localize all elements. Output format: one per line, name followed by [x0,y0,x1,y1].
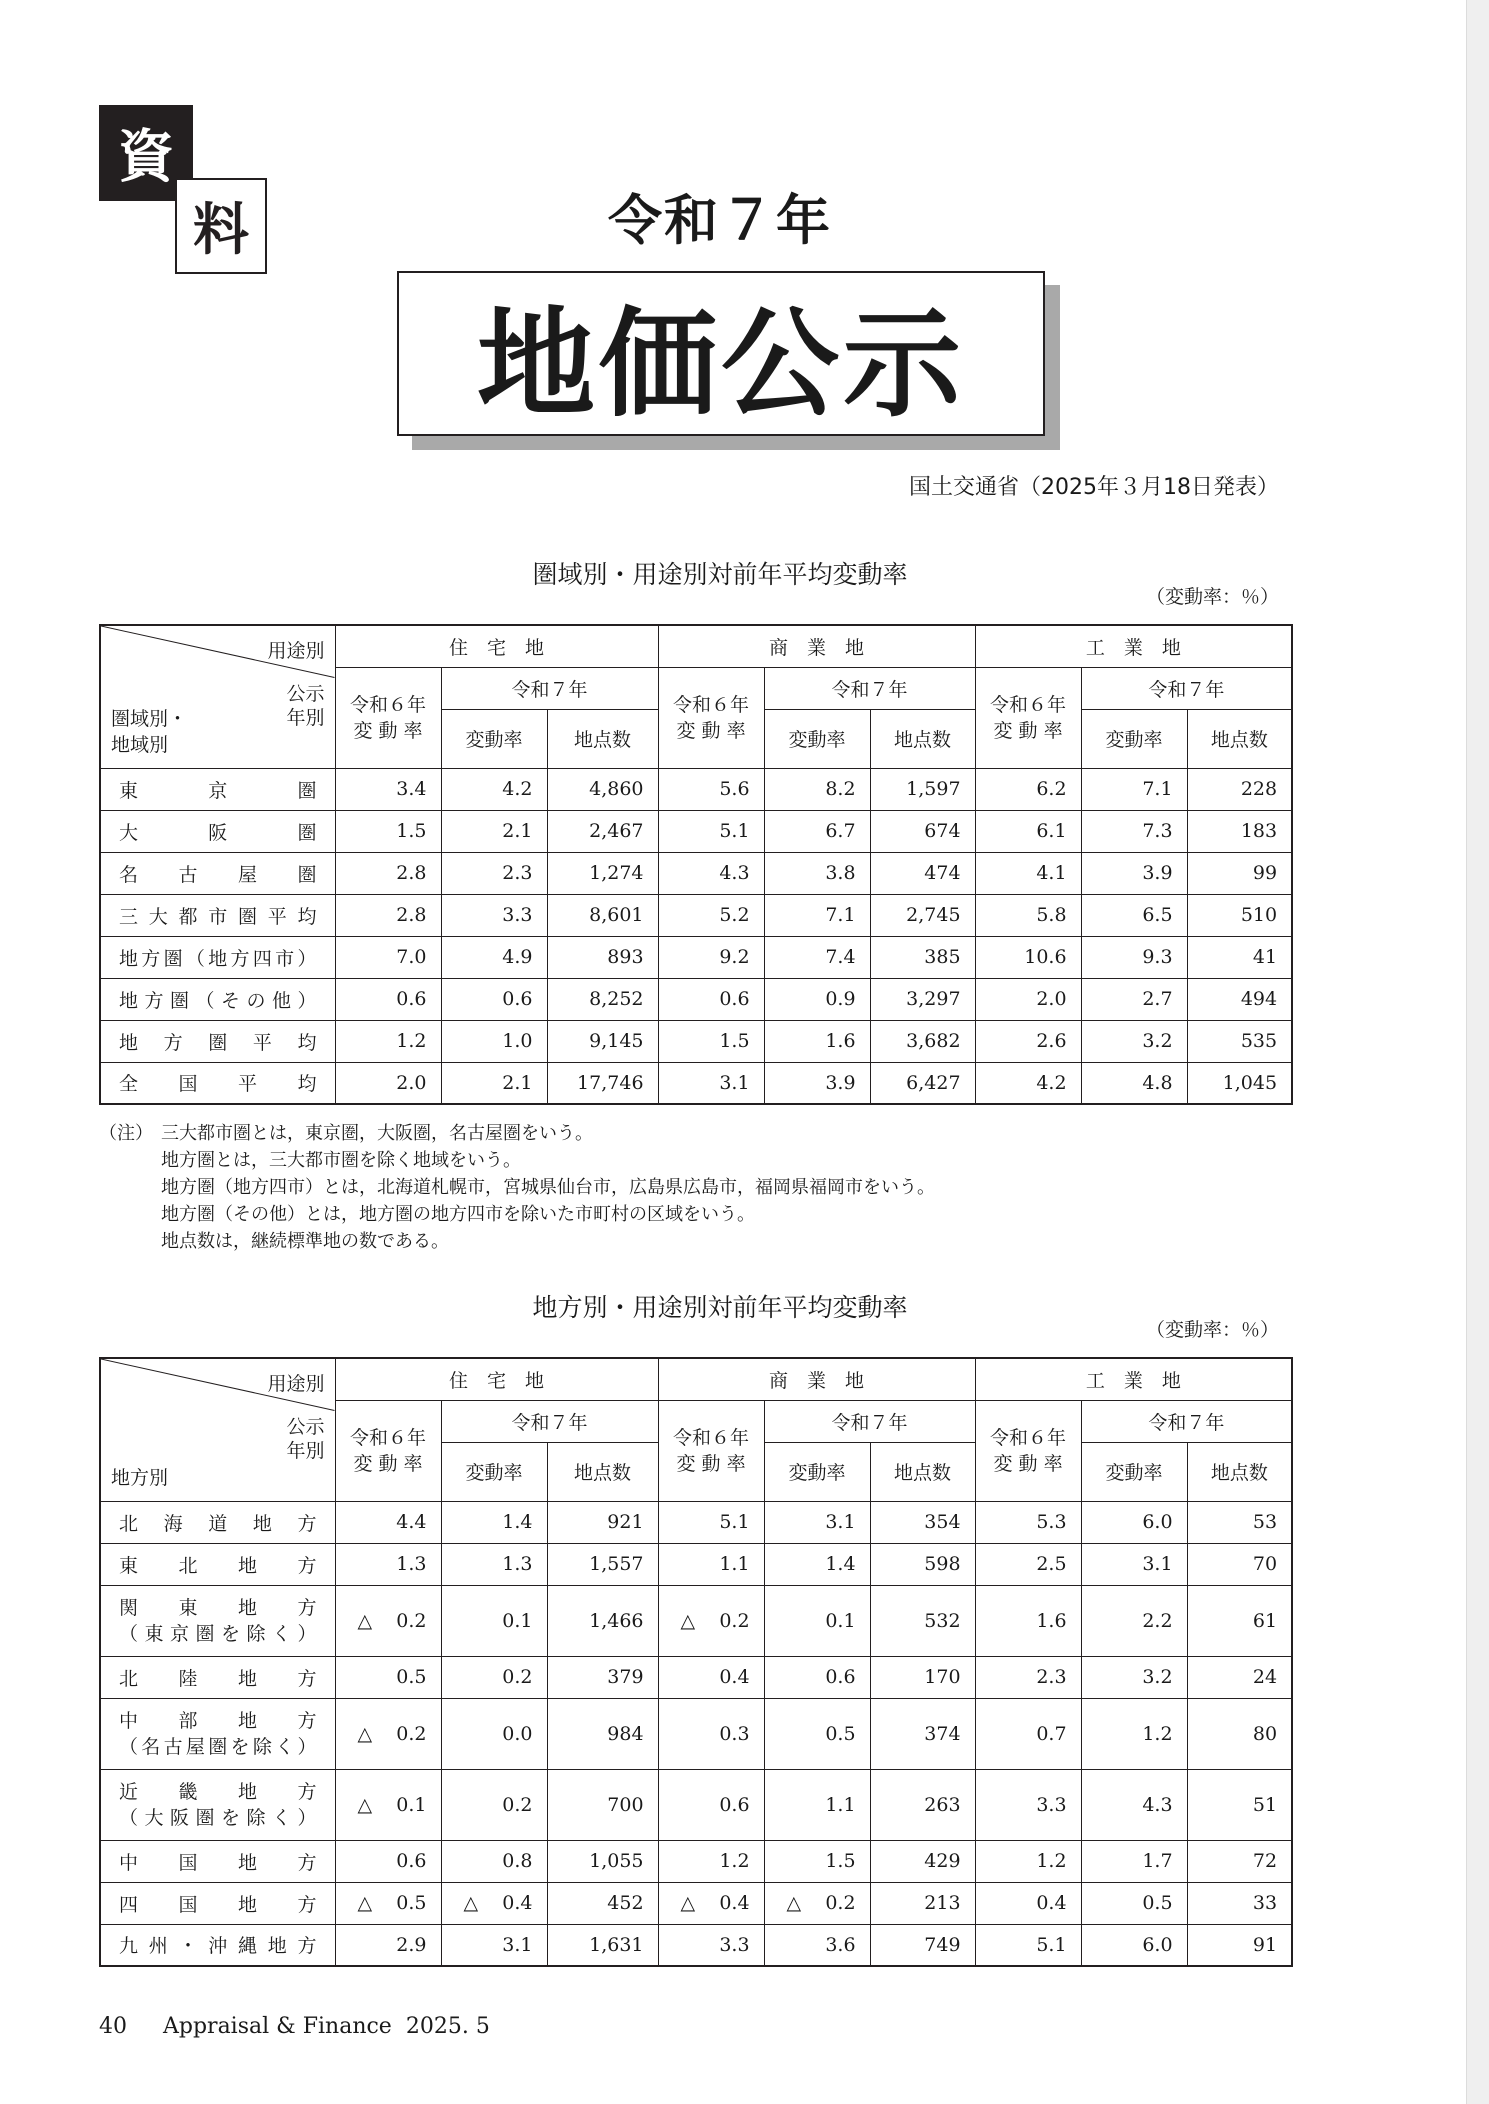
row-label: 九州・沖縄地方 [100,1924,335,1966]
table-cell: 0.4 [658,1656,764,1698]
table-cell: 99 [1187,852,1292,894]
cur-year-header: 令和７年 [764,1400,975,1442]
table-cell: 598 [870,1543,975,1585]
table-cell: 2.5 [975,1543,1081,1585]
table1-corner-header: 用途別 公示 年別 圏域別・ 地域別 [100,625,335,768]
table-cell: 1.3 [335,1543,441,1585]
table-cell: 6.0 [1081,1924,1187,1966]
table-cell: 1,055 [547,1840,658,1882]
article-title: 地価公示 [397,271,1045,436]
magazine-name: Appraisal & Finance [163,2014,392,2039]
table-cell: 1.7 [1081,1840,1187,1882]
table-row [100,1501,1292,1543]
negative-mark: △ [357,1722,373,1745]
table-cell: 379 [547,1656,658,1698]
table-cell: 0.6 [764,1656,870,1698]
table-cell: 5.3 [975,1501,1081,1543]
table2-unit: （変動率：％） [1145,1319,1279,1341]
table-cell: 2.6 [975,1020,1081,1062]
table-row [100,1698,1292,1769]
table-cell: 33 [1187,1882,1292,1924]
table-cell: 0.6 [441,978,547,1020]
table-cell: 53 [1187,1501,1292,1543]
table-cell: 1,274 [547,852,658,894]
table-cell: 3.1 [1081,1543,1187,1585]
table-cell: 2.0 [335,1062,441,1104]
table-cell: 2.8 [335,852,441,894]
table-cell: 5.2 [658,894,764,936]
table-row [100,1020,1292,1062]
table-row [100,768,1292,810]
table-cell: 5.1 [975,1924,1081,1966]
table-cell: 0.9 [764,978,870,1020]
group-header-industrial: 工 業 地 [975,1358,1292,1400]
badge-shiryo-2: 料 [175,178,267,274]
cur-year-header: 令和７年 [441,667,658,709]
sub-header-rate: 変動率 [1081,1442,1187,1501]
table-cell: 3.1 [764,1501,870,1543]
table-cell: △ 0.2 [335,1585,441,1656]
note-line: 地方圏とは，三大都市圏を除く地域をいう。 [161,1150,521,1171]
table-row [100,1585,1292,1656]
table1-notes: （注） 三大都市圏とは，東京圏，大阪圏，名古屋圏をいう。 地方圏とは，三大都市圏を除く地域をいう。 地方圏（地方四市）とは，北海道札幌市，宮城県仙台市，広島県広島市，福岡県福岡市をいう。 地方圏（その他）とは，地方圏の地方四市を除いた市町村の区域をいう。 地点数は，継続標準地の数である。 [99,1120,935,1255]
table-cell: 1.6 [764,1020,870,1062]
row-label: 三大都市圏平均 [100,894,335,936]
table-cell: 494 [1187,978,1292,1020]
table-row [100,810,1292,852]
row-label: 地方圏（地方四市） [100,936,335,978]
table2-corner-header: 用途別 公示 年別 地方別 [100,1358,335,1501]
group-header-residential: 住 宅 地 [335,1358,658,1400]
group-header-commercial: 商 業 地 [658,1358,975,1400]
table-cell: 7.1 [764,894,870,936]
table-cell: 0.1 [764,1585,870,1656]
table-cell: 3.2 [1081,1020,1187,1062]
row-label: 近畿地方 （大阪圏を除く） [100,1769,335,1840]
table-cell: 1,045 [1187,1062,1292,1104]
table-cell: △ 0.2 [658,1585,764,1656]
table-cell: 1.2 [335,1020,441,1062]
table-row [100,1924,1292,1966]
sub-header-count: 地点数 [870,1442,975,1501]
table-row [100,894,1292,936]
table-cell: 7.4 [764,936,870,978]
table-cell: 3.6 [764,1924,870,1966]
table-cell: 4.8 [1081,1062,1187,1104]
table-cell: △ 0.2 [764,1882,870,1924]
table-cell: 6.0 [1081,1501,1187,1543]
issue-date: 2025. 5 [405,2014,490,2039]
table-cell: 5.1 [658,1501,764,1543]
note-line: 三大都市圏とは，東京圏，大阪圏，名古屋圏をいう。 [161,1123,593,1144]
table-cell: 3.9 [1081,852,1187,894]
table-cell: 535 [1187,1020,1292,1062]
page-number: 40 [99,2014,127,2039]
table-cell: 2.1 [441,810,547,852]
table-cell: △ 0.4 [441,1882,547,1924]
negative-mark: △ [357,1609,373,1632]
table-cell: 1.5 [335,810,441,852]
table-cell: 6.2 [975,768,1081,810]
table-cell: 1.2 [1081,1698,1187,1769]
table-cell: 4.2 [441,768,547,810]
table-row [100,978,1292,1020]
table-cell: 1.0 [441,1020,547,1062]
table-cell: 3.8 [764,852,870,894]
table-cell: 921 [547,1501,658,1543]
table-cell: 3,682 [870,1020,975,1062]
table-cell: 354 [870,1501,975,1543]
sub-header-count: 地点数 [547,709,658,768]
table-cell: 8,601 [547,894,658,936]
table-cell: 2.1 [441,1062,547,1104]
sub-header-rate: 変動率 [441,709,547,768]
table-cell: 474 [870,852,975,894]
table-cell: 2.7 [1081,978,1187,1020]
table-cell: 4,860 [547,768,658,810]
regional-change-table [99,624,1293,1105]
table-cell: 0.6 [335,978,441,1020]
table-cell: 5.8 [975,894,1081,936]
row-label: 地方圏（その他） [100,978,335,1020]
table-cell: 1.4 [441,1501,547,1543]
group-header-industrial: 工 業 地 [975,625,1292,667]
table-cell: 9.2 [658,936,764,978]
table-cell: 510 [1187,894,1292,936]
table-cell: 2.2 [1081,1585,1187,1656]
table-cell: 0.5 [335,1656,441,1698]
table-cell: 7.3 [1081,810,1187,852]
row-label: 大阪圏 [100,810,335,852]
table-cell: 674 [870,810,975,852]
negative-mark: △ [680,1892,696,1914]
table-cell: 3.9 [764,1062,870,1104]
table-cell: 228 [1187,768,1292,810]
sub-header-count: 地点数 [870,709,975,768]
table-cell: 3.3 [975,1769,1081,1840]
prev-year-header: 令和６年 変 動 率 [975,1400,1081,1501]
table-cell: 3.1 [658,1062,764,1104]
table1-title: 圏域別・用途別対前年平均変動率 [532,560,908,589]
row-label: 北陸地方 [100,1656,335,1698]
table-row [100,852,1292,894]
negative-mark: △ [463,1892,479,1914]
table-cell: 6.1 [975,810,1081,852]
table-cell: 213 [870,1882,975,1924]
table-cell: 5.1 [658,810,764,852]
table-row [100,1656,1292,1698]
sub-header-rate: 変動率 [764,1442,870,1501]
negative-mark: △ [357,1793,373,1816]
table-cell: 6.5 [1081,894,1187,936]
table-cell: 4.3 [1081,1769,1187,1840]
table-cell: 4.1 [975,852,1081,894]
table-cell: 532 [870,1585,975,1656]
district-change-table [99,1357,1293,1967]
table-cell: 1.1 [764,1769,870,1840]
table-cell: 1,466 [547,1585,658,1656]
table-cell: 61 [1187,1585,1292,1656]
row-label: 北海道地方 [100,1501,335,1543]
table-cell: △ 0.5 [335,1882,441,1924]
note-line: 地方圏（地方四市）とは，北海道札幌市，宮城県仙台市，広島県広島市，福岡県福岡市をいう。 [161,1177,935,1198]
sub-header-rate: 変動率 [1081,709,1187,768]
table-cell: 9.3 [1081,936,1187,978]
cur-year-header: 令和７年 [441,1400,658,1442]
table-cell: 429 [870,1840,975,1882]
table-cell: 0.6 [335,1840,441,1882]
table-cell: 4.2 [975,1062,1081,1104]
table-cell: 263 [870,1769,975,1840]
table-cell: 72 [1187,1840,1292,1882]
prev-year-header: 令和６年 変 動 率 [658,667,764,768]
table-cell: 2,467 [547,810,658,852]
negative-mark: △ [357,1892,373,1914]
table-cell: △ 0.4 [658,1882,764,1924]
prev-year-header: 令和６年 変 動 率 [658,1400,764,1501]
article-subtitle: 令和７年 [608,189,832,252]
table-cell: 0.6 [658,978,764,1020]
table-cell: 70 [1187,1543,1292,1585]
table-cell: 0.7 [975,1698,1081,1769]
table-cell: 0.0 [441,1698,547,1769]
table-cell: 1.2 [975,1840,1081,1882]
table-cell: 1,597 [870,768,975,810]
group-header-residential: 住 宅 地 [335,625,658,667]
table-cell: 374 [870,1698,975,1769]
table-cell: 5.6 [658,768,764,810]
row-label: 東京圏 [100,768,335,810]
table-cell: 1.4 [764,1543,870,1585]
table-cell: 2.3 [441,852,547,894]
table-row [100,1840,1292,1882]
table-cell: 0.4 [975,1882,1081,1924]
table-cell: 41 [1187,936,1292,978]
row-label: 名古屋圏 [100,852,335,894]
row-label: 中国地方 [100,1840,335,1882]
badge-shiryo-1: 資 [99,105,193,201]
table-cell: 3.2 [1081,1656,1187,1698]
table-cell: 2,745 [870,894,975,936]
negative-mark: △ [680,1609,696,1632]
table-cell: 10.6 [975,936,1081,978]
source-line: 国土交通省（2025年３月18日発表） [909,475,1279,500]
table-cell: 4.3 [658,852,764,894]
table-cell: 4.9 [441,936,547,978]
table-cell: 170 [870,1656,975,1698]
table-cell: 0.5 [764,1698,870,1769]
row-label: 関東地方 （東京圏を除く） [100,1585,335,1656]
table-cell: 1,557 [547,1543,658,1585]
table-cell: 893 [547,936,658,978]
note-line: 地方圏（その他）とは，地方圏の地方四市を除いた市町村の区域をいう。 [161,1204,755,1225]
table-cell: 2.3 [975,1656,1081,1698]
table-cell: 0.5 [1081,1882,1187,1924]
table-cell: 2.9 [335,1924,441,1966]
table-cell: 7.0 [335,936,441,978]
sub-header-rate: 変動率 [441,1442,547,1501]
table-cell: 8,252 [547,978,658,1020]
prev-year-header: 令和６年 変 動 率 [335,667,441,768]
table-cell: △ 0.2 [335,1698,441,1769]
sub-header-rate: 変動率 [764,709,870,768]
table1-unit: （変動率：％） [1145,586,1279,608]
table-row [100,1543,1292,1585]
row-label: 中部地方 （名古屋圏を除く） [100,1698,335,1769]
table-cell: 6.7 [764,810,870,852]
table-cell: 1.5 [658,1020,764,1062]
cur-year-header: 令和７年 [764,667,975,709]
table-cell: 4.4 [335,1501,441,1543]
note-line: 地点数は，継続標準地の数である。 [161,1231,449,1252]
table2-title: 地方別・用途別対前年平均変動率 [532,1293,908,1322]
sub-header-count: 地点数 [1187,709,1292,768]
table-cell: 0.3 [658,1698,764,1769]
table-cell: 24 [1187,1656,1292,1698]
table-cell: 452 [547,1882,658,1924]
table-cell: 1.2 [658,1840,764,1882]
table-cell: 7.1 [1081,768,1187,810]
table-cell: 1.1 [658,1543,764,1585]
table-cell: 3.3 [441,894,547,936]
table-cell: 1.5 [764,1840,870,1882]
sub-header-count: 地点数 [547,1442,658,1501]
row-label: 全国平均 [100,1062,335,1104]
cur-year-header: 令和７年 [1081,667,1292,709]
table-cell: 1.3 [441,1543,547,1585]
sub-header-count: 地点数 [1187,1442,1292,1501]
row-label: 東北地方 [100,1543,335,1585]
table-cell: 91 [1187,1924,1292,1966]
table-cell: 0.2 [441,1656,547,1698]
table-cell: 0.1 [441,1585,547,1656]
table-cell: 2.0 [975,978,1081,1020]
prev-year-header: 令和６年 変 動 率 [975,667,1081,768]
table-cell: 0.6 [658,1769,764,1840]
table-cell: 700 [547,1769,658,1840]
table-cell: 9,145 [547,1020,658,1062]
table-cell: 6,427 [870,1062,975,1104]
table-cell: 984 [547,1698,658,1769]
page-footer [99,2014,526,2039]
page-gutter [1466,0,1489,2104]
table-cell: 0.2 [441,1769,547,1840]
table-cell: 51 [1187,1769,1292,1840]
table-row [100,936,1292,978]
group-header-commercial: 商 業 地 [658,625,975,667]
negative-mark: △ [786,1892,802,1914]
table-cell: 3.4 [335,768,441,810]
table-cell: 8.2 [764,768,870,810]
table-row [100,1062,1292,1104]
table-cell: 80 [1187,1698,1292,1769]
table-row [100,1882,1292,1924]
table-cell: 2.8 [335,894,441,936]
prev-year-header: 令和６年 変 動 率 [335,1400,441,1501]
table-cell: 0.8 [441,1840,547,1882]
table-cell: 749 [870,1924,975,1966]
table-cell: 17,746 [547,1062,658,1104]
table-cell: 1.6 [975,1585,1081,1656]
table-cell: 1,631 [547,1924,658,1966]
table-cell: 3.1 [441,1924,547,1966]
cur-year-header: 令和７年 [1081,1400,1292,1442]
table-row [100,1769,1292,1840]
table-cell: △ 0.1 [335,1769,441,1840]
table-cell: 385 [870,936,975,978]
table-cell: 183 [1187,810,1292,852]
table-cell: 3,297 [870,978,975,1020]
table-cell: 3.3 [658,1924,764,1966]
row-label: 四国地方 [100,1882,335,1924]
row-label: 地方圏平均 [100,1020,335,1062]
